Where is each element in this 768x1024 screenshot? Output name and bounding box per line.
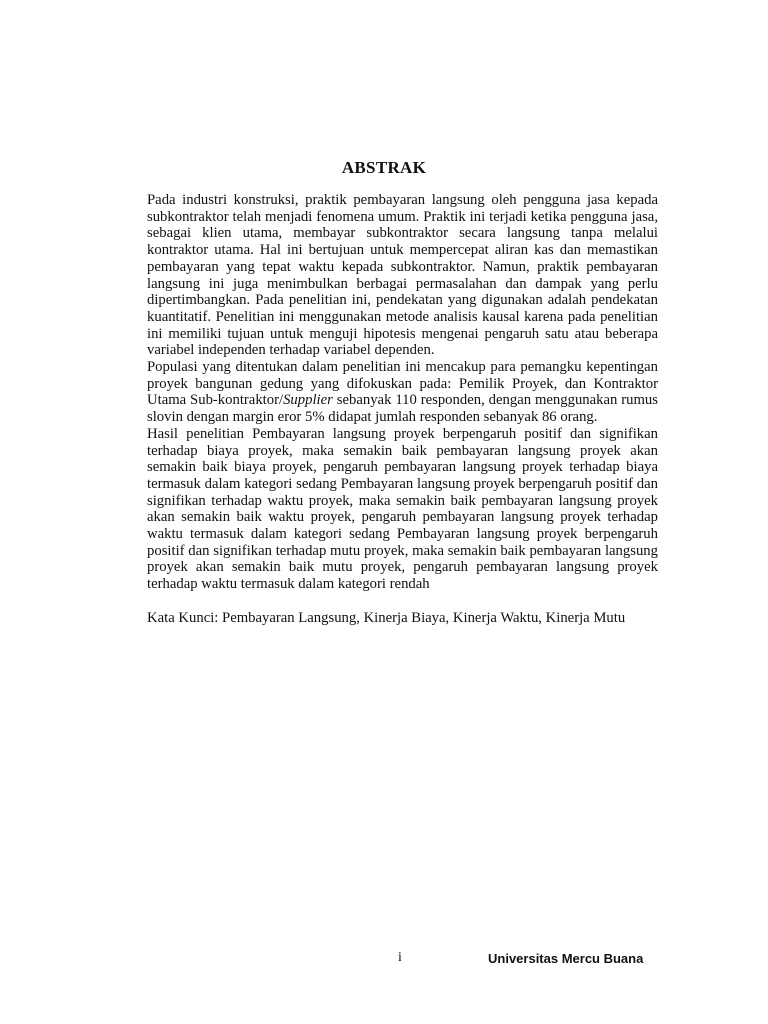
population-text-end: sebanyak 110 responden, dengan menggunakan rumus slovin dengan margin eror 5% didapat jumlah responden sebanyak 86 orang.: [147, 392, 658, 426]
population-text-start: Populasi yang ditentukan dalam penelitian ini mencakup para pemangku kepentingan proyek bangunan gedung yang difokuskan pada: Pemilik Proyek, dan Kontraktor Utama Sub-kontraktor/: [147, 359, 658, 409]
university-name: Universitas Mercu Buana: [488, 951, 644, 966]
abstract-body: [147, 192, 658, 626]
abstract-paragraph-population: [147, 359, 658, 426]
abstract-paragraph-results: Hasil penelitian Pembayaran langsung proyek berpengaruh positif dan signifikan terhadap biaya proyek, maka semakin baik pembayaran langsung proyek akan semakin baik biaya proyek, pengaruh pembayaran langsung proyek terhadap biaya termasuk dalam kategori sedang Pembayaran langsung proyek berpengaruh positif dan signifikan terhadap waktu proyek, maka semakin baik pembayaran langsung proyek akan semakin baik waktu proyek, pengaruh pembayaran langsung proyek terhadap waktu termasuk dalam kategori sedang Pembayaran langsung proyek berpengaruh positif dan signifikan terhadap mutu proyek, maka semakin baik pembayaran langsung proyek akan semakin baik mutu proyek, pengaruh pembayaran langsung proyek terhadap waktu termasuk dalam kategori rendah: [147, 425, 658, 593]
page-title: ABSTRAK: [341, 158, 427, 177]
population-text-italic: Supplier: [283, 392, 333, 409]
page-number: i: [398, 950, 402, 965]
abstract-paragraph-background: Pada industri konstruksi, praktik pembayaran langsung oleh pengguna jasa kepada subkontraktor telah menjadi fenomena umum. Praktik ini terjadi ketika pengguna jasa, sebagai klien utama, membayar subkontraktor secara langsung tanpa melalui kontraktor utama. Hal ini bertujuan untuk mempercepat aliran kas dan memastikan pembayaran yang tepat waktu kepada subkontraktor. Namun, praktik pembayaran langsung ini juga menimbulkan berbagai permasalahan dan dampak yang perlu dipertimbangkan. Pada penelitian ini, pendekatan yang digunakan adalah pendekatan kuantitatif. Penelitian ini menggunakan metode analisis kausal karena pada penelitian ini memiliki tujuan untuk menguji hipotesis mengenai pengaruh satu atau beberapa variabel independen terhadap variabel dependen.: [147, 192, 658, 359]
keywords: Kata Kunci: Pembayaran Langsung, Kinerja Biaya, Kinerja Waktu, Kinerja Mutu: [147, 609, 626, 626]
